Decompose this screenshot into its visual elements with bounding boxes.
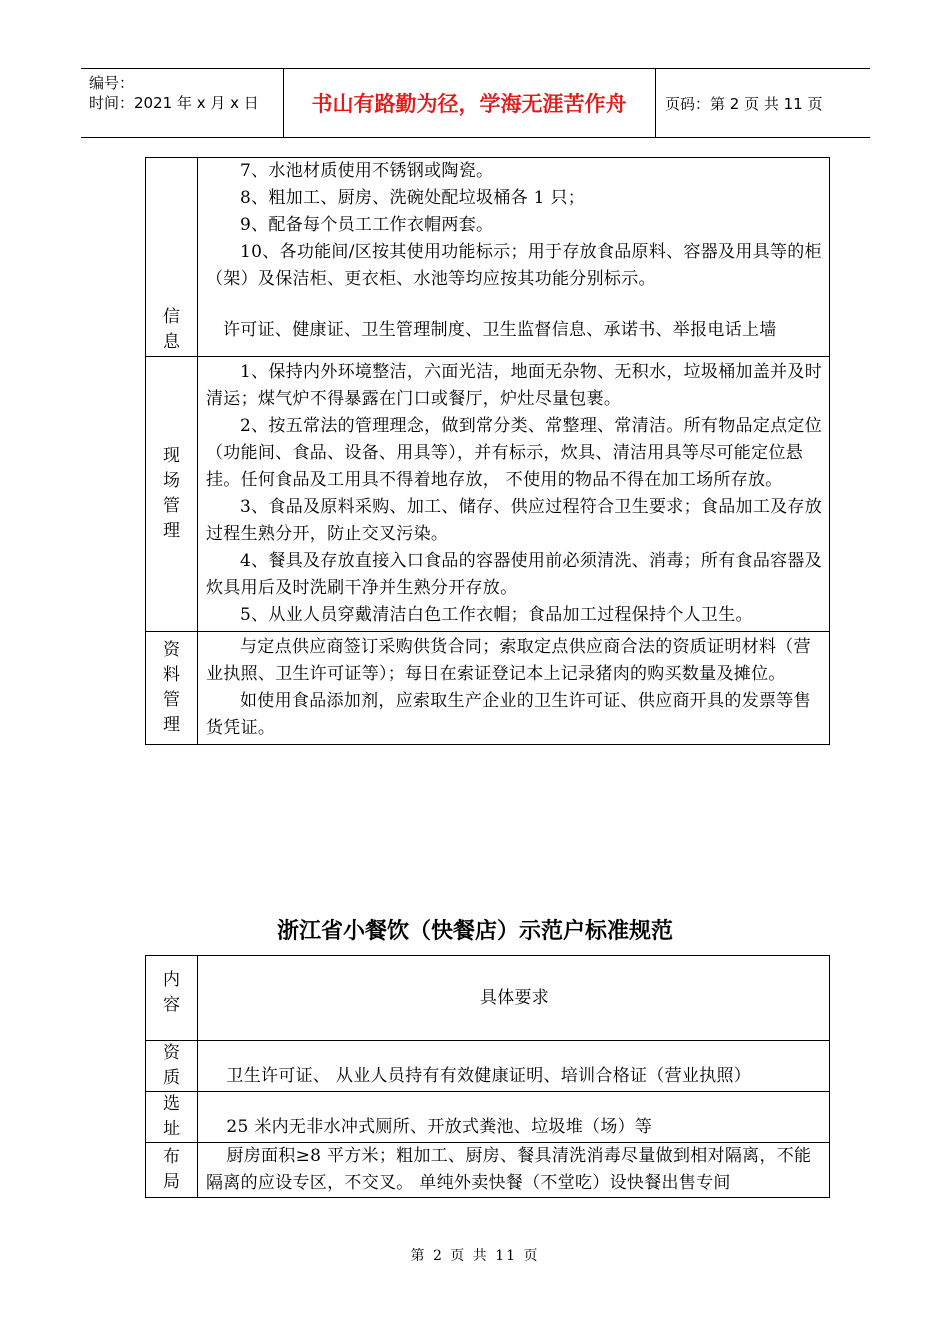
row-label-qualification: 资 质	[146, 1041, 198, 1092]
paragraph: 25 米内无非水冲式厕所、开放式粪池、垃圾堆（场）等	[226, 1117, 653, 1137]
table-header-row	[146, 956, 830, 1041]
row-label-document-management: 资 料 管 理	[146, 632, 198, 745]
header-motto: 书山有路勤为径，学海无涯苦作舟	[311, 92, 627, 116]
paragraph: 与定点供应商签订采购供货合同；索取定点供应商合法的资质证明材料（营业执照、卫生许可证等）；每日在索证登记本上记录猪肉的购买数量及摊位。	[206, 637, 811, 684]
table-row	[146, 158, 830, 357]
standards-table-continued	[145, 157, 830, 745]
time-label: 时间：2021 年 x 月 x 日	[89, 94, 259, 112]
header-label-content: 内 容	[146, 956, 198, 1041]
paragraph: 5、从业人员穿戴清洁白色工作衣帽；食品加工过程保持个人卫生。	[240, 605, 753, 625]
paragraph: 厨房面积≥8 平方米；粗加工、厨房、餐具清洗消毒尽量做到相对隔离，不能隔离的应设专区，不交叉。 单纯外卖快餐（不堂吃）设快餐出售专间	[206, 1146, 812, 1193]
paragraph: 3、食品及原料采购、加工、储存、供应过程符合卫生要求；食品加工及存放过程生熟分开，防止交叉污染。	[206, 497, 823, 544]
number-label: 编号：	[89, 74, 135, 92]
row-label-onsite-management: 现 场 管 理	[146, 357, 198, 632]
page-header	[81, 68, 870, 138]
row-content-document-management	[198, 632, 830, 745]
header-requirements: 具体要求	[198, 956, 830, 1041]
table-row	[146, 1041, 830, 1092]
paragraph: 10、各功能间/区按其使用功能标示；用于存放食品原料、容器及用具等的柜（架）及保洁柜、更衣柜、水池等均应按其功能分别标示。	[206, 242, 822, 289]
paragraph: 2、按五常法的管理理念，做到常分类、常整理、常清洁。所有物品定点定位（功能间、食品、设备、用具等），并有标示，炊具、清洁用具等尽可能定位悬挂。任何食品及工用具不得着地存放， 不使用的物品不得在加工场所存放。	[206, 416, 823, 490]
paragraph: 7、水池材质使用不锈钢或陶瓷。	[240, 161, 494, 181]
row-content-onsite-management	[198, 357, 830, 632]
info-text: 许可证、健康证、卫生管理制度、卫生监督信息、承诺书、举报电话上墙	[223, 320, 777, 340]
header-divider	[655, 69, 656, 137]
row-label-info: 信 息	[146, 158, 198, 357]
paragraph: 如使用食品添加剂，应索取生产企业的卫生许可证、供应商开具的发票等售货凭证。	[206, 691, 811, 738]
header-meta	[89, 73, 259, 113]
standards-table	[145, 955, 830, 1198]
table-row	[146, 1143, 830, 1198]
row-label-site-selection: 选 址	[146, 1092, 198, 1143]
row-content-site-selection	[198, 1092, 830, 1143]
paragraph: 8、粗加工、厨房、洗碗处配垃圾桶各 1 只；	[240, 188, 586, 208]
page-footer: 第 2 页 共 11 页	[410, 1248, 540, 1264]
paragraph: 4、餐具及存放直接入口食品的容器使用前必须清洗、消毒；所有食品容器及炊具用后及时洗刷干净并生熟分开存放。	[206, 551, 823, 598]
paragraph: 9、配备每个员工工作衣帽两套。	[240, 215, 494, 235]
paragraph: 卫生许可证、 从业人员持有有效健康证明、培训合格证（营业执照）	[226, 1066, 752, 1086]
table-row	[146, 357, 830, 632]
row-content-qualification	[198, 1041, 830, 1092]
header-page-info: 页码：第 2 页 共 11 页	[665, 95, 823, 113]
row-label-layout: 布 局	[146, 1143, 198, 1198]
table-row	[146, 632, 830, 745]
row-content-info	[198, 158, 830, 357]
row-content-layout	[198, 1143, 830, 1198]
table-row	[146, 1092, 830, 1143]
paragraph: 1、保持内外环境整洁，六面光洁，地面无杂物、无积水，垃圾桶加盖并及时清运；煤气炉不得暴露在门口或餐厅，炉灶尽量包裹。	[206, 362, 823, 409]
section-title: 浙江省小餐饮（快餐店）示范户标准规范	[276, 919, 673, 944]
